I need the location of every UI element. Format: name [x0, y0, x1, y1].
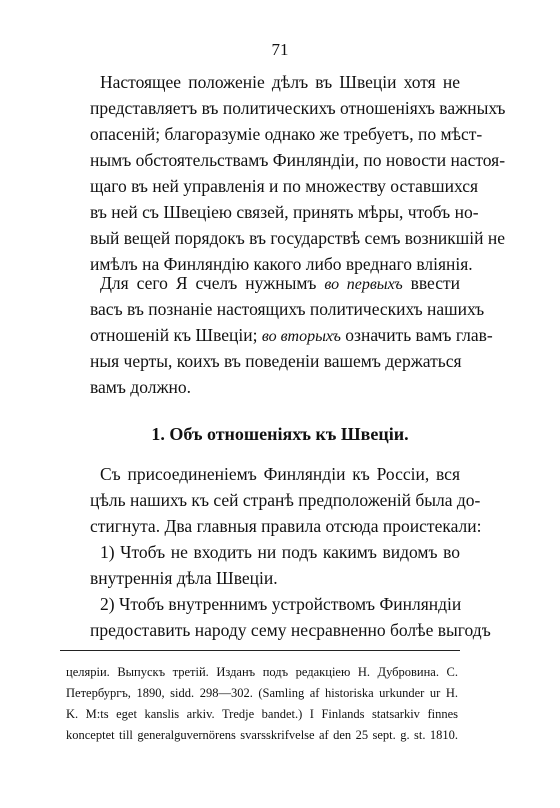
paragraph-3-line: стигнута. Два главныя правила отсюда проистекали: — [90, 516, 482, 536]
paragraph-2-line — [100, 271, 460, 297]
paragraph-2-line: вамъ должно. — [90, 377, 192, 397]
paragraph-3-line: внутреннія дѣла Швеціи. — [90, 568, 278, 588]
paragraph-1-line: нымъ обстоятельствамъ Финляндіи, по новости настоя- — [90, 150, 506, 170]
paragraph-2-text: означить вамъ глав- — [340, 325, 493, 345]
paragraph-1-line: вый вещей порядокъ въ государствѣ семъ возникшій не — [90, 228, 506, 248]
paragraph-1-line: Настоящее положеніе дѣлъ въ Швеціи хотя не — [100, 72, 460, 92]
footnote-line: Петербургъ, 1890, sidd. 298—302. (Samling af historiska urkunder ur H. — [66, 686, 458, 700]
footnote-line: K. M:ts eget kanslis arkiv. Tredje bandet.) I Finlands statsarkiv finnes — [66, 707, 458, 721]
paragraph-3-line: цѣль нашихъ къ сей странѣ предположеній была до- — [90, 490, 481, 510]
paragraph-1-line: щаго въ ней управленія и по множеству оставшихся — [90, 176, 479, 196]
paragraph-2-line: ныя черты, коихъ въ поведеніи вашемъ держаться — [90, 351, 462, 371]
paragraph-2-text: отношеній къ Швеціи; — [90, 325, 262, 345]
paragraph-2-text: Для сего Я счелъ нужнымъ — [100, 273, 325, 293]
paragraph-1-line: представляетъ въ политическихъ отношеніяхъ важныхъ — [90, 98, 506, 118]
paragraph-1-line: въ ней съ Швеціею связей, принять мѣры, чтобъ но- — [90, 202, 479, 222]
emphasis-text: во вторыхъ — [261, 328, 341, 345]
paragraph-1-line: опасеній; благоразуміе однако же требуетъ, по мѣст- — [90, 124, 483, 144]
emphasis-text: во первыхъ — [324, 276, 403, 293]
paragraph-3-line: предоставить народу сему несравненно болѣе выгодъ — [90, 620, 491, 640]
paragraph-2-line — [90, 323, 493, 349]
footnote-line: konceptet till generalguvernörens svarsskrifvelse af den 25 sept. g. st. 1810. — [66, 728, 458, 742]
paragraph-2-text: ввести — [402, 273, 461, 293]
footnote-divider — [60, 650, 460, 651]
paragraph-3-line: 1) Чтобъ не входить ни подъ какимъ видомъ во — [100, 542, 460, 562]
page-number: 71 — [271, 40, 289, 59]
paragraph-2-line: васъ въ познаніе настоящихъ политическихъ нашихъ — [90, 299, 485, 319]
paragraph-1-line: имѣлъ на Финляндію какого либо вреднаго вліянія. — [90, 254, 473, 274]
paragraph-3-line: Съ присоединеніемъ Финляндіи къ Россіи, вся — [100, 464, 460, 484]
paragraph-3-line: 2) Чтобъ внутреннимъ устройствомъ Финляндіи — [100, 594, 462, 614]
section-heading: 1. Объ отношеніяхъ къ Швеціи. — [151, 424, 409, 444]
footnote-line: целяріи. Выпускъ третій. Изданъ подъ редакціею Н. Дубровина. С. — [66, 665, 458, 679]
